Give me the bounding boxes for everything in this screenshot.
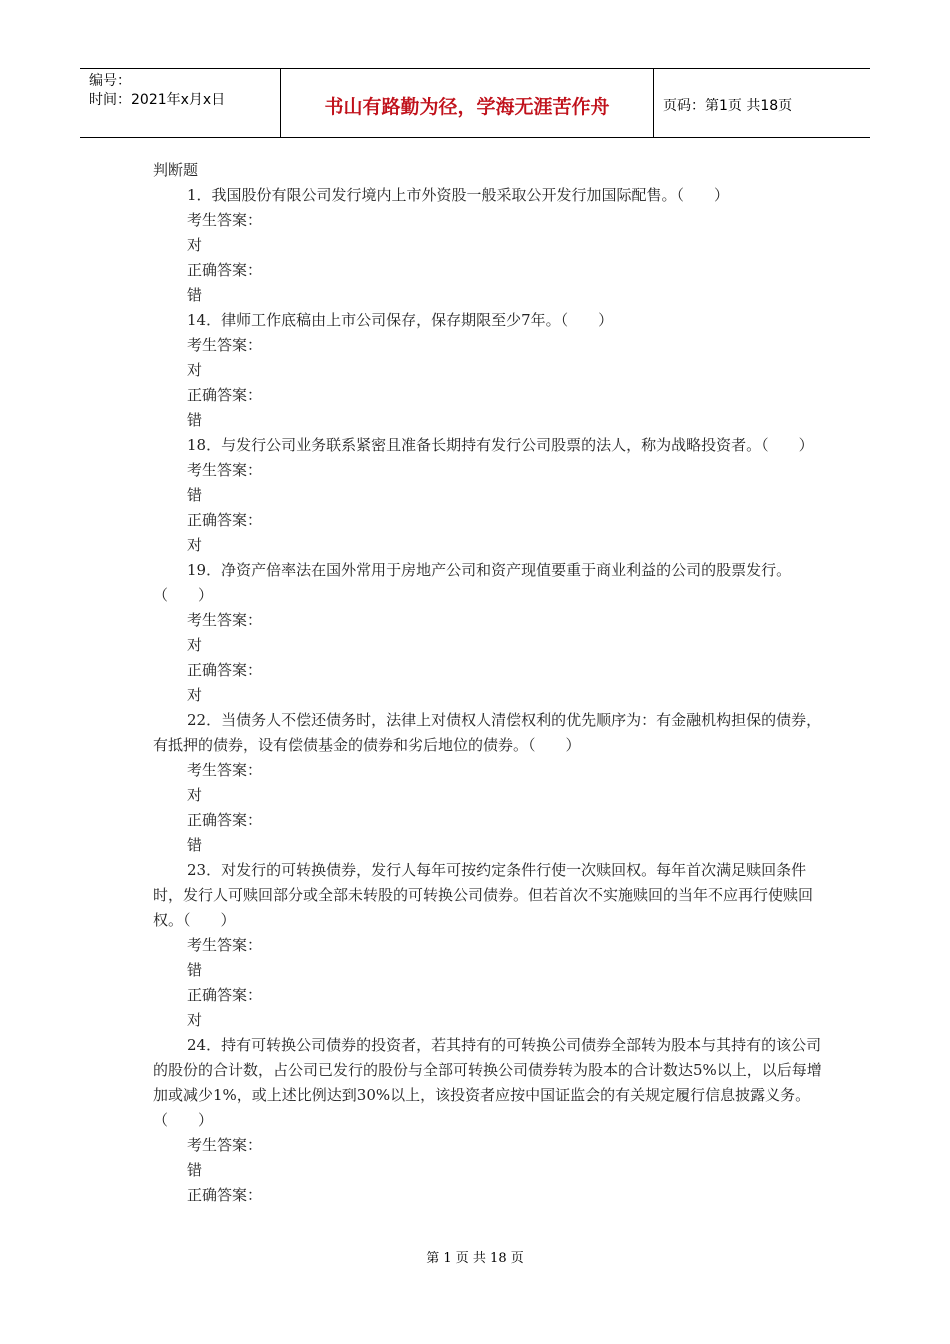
question-text: 18．与发行公司业务联系紧密且准备长期持有发行公司股票的法人，称为战略投资者。（ ） bbox=[187, 436, 814, 454]
question-item bbox=[153, 558, 825, 708]
student-answer-label: 考生答案： bbox=[187, 461, 263, 479]
correct-answer-label: 正确答案： bbox=[187, 811, 263, 829]
student-answer-value: 错 bbox=[187, 961, 203, 979]
document-body bbox=[153, 158, 825, 1208]
page-header bbox=[80, 68, 870, 138]
question-text: 23．对发行的可转换债券，发行人每年可按约定条件行使一次赎回权。每年首次满足赎回条件时，发行人可赎回部分或全部未转股的可转换公司债券。但若首次不实施赎回的当年不应再行使赎回权。（ ） bbox=[153, 861, 814, 929]
question-item bbox=[153, 433, 825, 558]
student-answer-label: 考生答案： bbox=[187, 761, 263, 779]
code-label: 编号： bbox=[89, 73, 131, 89]
section-title: 判断题 bbox=[153, 161, 199, 179]
correct-answer-value: 对 bbox=[187, 1011, 203, 1029]
header-page-number: 页码：第1页 共18页 bbox=[663, 98, 793, 114]
student-answer-label: 考生答案： bbox=[187, 611, 263, 629]
correct-answer-value: 错 bbox=[187, 286, 203, 304]
student-answer-label: 考生答案： bbox=[187, 1136, 263, 1154]
correct-answer-label: 正确答案： bbox=[187, 511, 263, 529]
header-motto: 书山有路勤为径，学海无涯苦作舟 bbox=[281, 69, 654, 137]
question-item bbox=[153, 308, 825, 433]
correct-answer-label: 正确答案： bbox=[187, 1186, 263, 1204]
correct-answer-label: 正确答案： bbox=[187, 986, 263, 1004]
header-meta bbox=[80, 69, 281, 137]
question-item bbox=[153, 183, 825, 308]
student-answer-value: 对 bbox=[187, 236, 203, 254]
student-answer-value: 对 bbox=[187, 786, 203, 804]
student-answer-value: 对 bbox=[187, 361, 203, 379]
student-answer-value: 错 bbox=[187, 1161, 203, 1179]
question-text: 14．律师工作底稿由上市公司保存，保存期限至少7年。（ ） bbox=[187, 311, 614, 329]
student-answer-label: 考生答案： bbox=[187, 211, 263, 229]
correct-answer-value: 对 bbox=[187, 686, 203, 704]
correct-answer-label: 正确答案： bbox=[187, 661, 263, 679]
correct-answer-value: 错 bbox=[187, 411, 203, 429]
question-text: 19．净资产倍率法在国外常用于房地产公司和资产现值要重于商业利益的公司的股票发行。（ ） bbox=[153, 561, 792, 604]
correct-answer-label: 正确答案： bbox=[187, 386, 263, 404]
question-item bbox=[153, 858, 825, 1033]
question-item bbox=[153, 1033, 825, 1208]
date-label: 时间：2021年x月x日 bbox=[89, 92, 226, 108]
question-text: 24．持有可转换公司债券的投资者，若其持有的可转换公司债券全部转为股本与其持有的该公司的股份的合计数，占公司已发行的股份与全部可转换公司债券转为股本的合计数达5%以上，以后每增加或减少1%，或上述比例达到30%以上，该投资者应按中国证监会的有关规定履行信息披露义务。（ ） bbox=[153, 1036, 822, 1129]
student-answer-value: 错 bbox=[187, 486, 203, 504]
question-text: 22．当债务人不偿还债务时，法律上对债权人清偿权利的优先顺序为：有金融机构担保的债券，有抵押的债券，设有偿债基金的债券和劣后地位的债券。（ ） bbox=[153, 711, 822, 754]
page-footer: 第 1 页 共 18 页 bbox=[426, 1251, 524, 1266]
student-answer-value: 对 bbox=[187, 636, 203, 654]
student-answer-label: 考生答案： bbox=[187, 936, 263, 954]
correct-answer-value: 错 bbox=[187, 836, 203, 854]
question-item bbox=[153, 708, 825, 858]
student-answer-label: 考生答案： bbox=[187, 336, 263, 354]
correct-answer-value: 对 bbox=[187, 536, 203, 554]
question-text: 1．我国股份有限公司发行境内上市外资股一般采取公开发行加国际配售。（ ） bbox=[187, 186, 730, 204]
correct-answer-label: 正确答案： bbox=[187, 261, 263, 279]
